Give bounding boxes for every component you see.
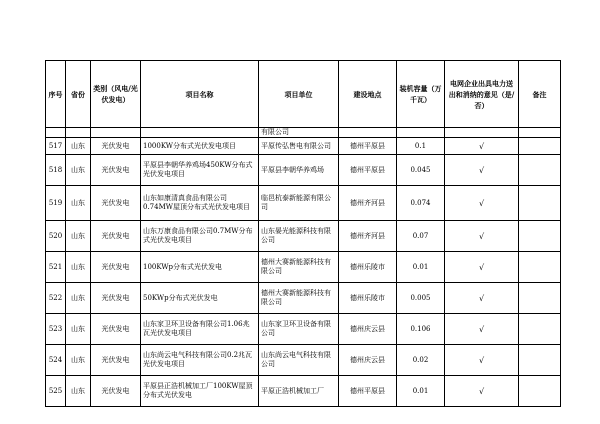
cell-remark: [519, 345, 561, 376]
cell-capacity: 0.106: [397, 314, 445, 345]
cell-province: 山东: [66, 283, 91, 314]
cell-province: 山东: [66, 186, 91, 221]
cell-location: 德州平原县: [339, 155, 397, 186]
header-capacity: 装机容量（万千瓦）: [397, 61, 445, 128]
cell-grid-opinion: √: [445, 138, 519, 155]
header-remarks: 备注: [519, 61, 561, 128]
cell-location: 德州庆云县: [339, 314, 397, 345]
cell-category: 光伏发电: [91, 221, 141, 252]
cell-remark: [519, 283, 561, 314]
cell-seq: 524: [46, 345, 66, 376]
header-location: 建设地点: [339, 61, 397, 128]
cell-category: 光伏发电: [91, 283, 141, 314]
cell-seq: 520: [46, 221, 66, 252]
cell-category: 光伏发电: [91, 186, 141, 221]
cell-location: 德州乐陵市: [339, 283, 397, 314]
cell-category: 光伏发电: [91, 376, 141, 407]
cell-category: 光伏发电: [91, 138, 141, 155]
cell-category: 光伏发电: [91, 314, 141, 345]
cell-grid-opinion: √: [445, 155, 519, 186]
continuation-unit: 有限公司: [259, 128, 339, 138]
document-page: [45, 60, 561, 407]
cell-grid-opinion: √: [445, 283, 519, 314]
cell-province: 山东: [66, 252, 91, 283]
cell-location: 德州乐陵市: [339, 252, 397, 283]
cell-remark: [519, 252, 561, 283]
cell-project-unit: 平原正浩机械加工厂: [259, 376, 339, 407]
cell-grid-opinion: √: [445, 314, 519, 345]
cell-capacity: 0.02: [397, 345, 445, 376]
cell-province: 山东: [66, 345, 91, 376]
cell-grid-opinion: √: [445, 376, 519, 407]
header-seq: 序号: [46, 61, 66, 128]
cell-grid-opinion: √: [445, 252, 519, 283]
cell-remark: [519, 186, 561, 221]
cell-grid-opinion: √: [445, 345, 519, 376]
cell-seq: 517: [46, 138, 66, 155]
cell-seq: 519: [46, 186, 66, 221]
cell-capacity: 0.1: [397, 138, 445, 155]
cell-seq: 522: [46, 283, 66, 314]
cell-province: 山东: [66, 138, 91, 155]
header-project-name: 项目名称: [141, 61, 259, 128]
cell-capacity: 0.045: [397, 155, 445, 186]
table-row: [46, 138, 561, 155]
header-province: 省份: [66, 61, 91, 128]
cell-province: 山东: [66, 155, 91, 186]
cell-seq: 523: [46, 314, 66, 345]
cell-seq: 518: [46, 155, 66, 186]
cell-grid-opinion: √: [445, 221, 519, 252]
cell-project-unit: 临邑杭泰新能源有限公司: [259, 186, 339, 221]
cell-province: 山东: [66, 376, 91, 407]
project-table: [45, 60, 561, 407]
table-row: [46, 314, 561, 345]
cell-remark: [519, 221, 561, 252]
cell-project-name: 平原县李朝华养鸡场450KW分布式光伏发电项目: [141, 155, 259, 186]
cell-remark: [519, 376, 561, 407]
table-row: [46, 376, 561, 407]
cell-project-name: 山东家卫环卫设备有限公司1.06兆瓦光伏发电项目: [141, 314, 259, 345]
header-grid-opinion: 电网企业出具电力送出和消纳的意见（是/否）: [445, 61, 519, 128]
table-row: [46, 155, 561, 186]
header-category: 类别（风电/光伏发电）: [91, 61, 141, 128]
cell-project-name: 山东万康食品有限公司0.7MW分布式光伏发电项目: [141, 221, 259, 252]
cell-remark: [519, 314, 561, 345]
cell-grid-opinion: √: [445, 186, 519, 221]
cell-seq: 525: [46, 376, 66, 407]
header-project-unit: 项目单位: [259, 61, 339, 128]
cell-project-name: 平原县正浩机械加工厂100KW屋顶分布式光伏发电: [141, 376, 259, 407]
cell-location: 德州平原县: [339, 376, 397, 407]
cell-location: 德州平原县: [339, 138, 397, 155]
cell-project-unit: 山东晏光能源科技有限公司: [259, 221, 339, 252]
header-row: [46, 61, 561, 128]
cell-category: 光伏发电: [91, 252, 141, 283]
continuation-row: [46, 128, 561, 138]
cell-project-unit: 德州大赛新能源科技有限公司: [259, 283, 339, 314]
cell-project-unit: 平原县李朝华养鸡场: [259, 155, 339, 186]
cell-capacity: 0.074: [397, 186, 445, 221]
cell-province: 山东: [66, 314, 91, 345]
cell-project-unit: 平原传弘售电有限公司: [259, 138, 339, 155]
cell-remark: [519, 138, 561, 155]
table-row: [46, 345, 561, 376]
cell-project-unit: 德州大赛新能源科技有限公司: [259, 252, 339, 283]
cell-category: 光伏发电: [91, 345, 141, 376]
cell-capacity: 0.01: [397, 252, 445, 283]
cell-province: 山东: [66, 221, 91, 252]
cell-remark: [519, 155, 561, 186]
cell-capacity: 0.01: [397, 376, 445, 407]
table-row: [46, 252, 561, 283]
cell-project-unit: 山东尚云电气科技有限公司: [259, 345, 339, 376]
cell-project-name: 山东尚云电气科技有限公司0.2兆瓦光伏发电项目: [141, 345, 259, 376]
cell-seq: 521: [46, 252, 66, 283]
table-row: [46, 186, 561, 221]
cell-capacity: 0.07: [397, 221, 445, 252]
cell-project-name: 50KWp分布式光伏发电: [141, 283, 259, 314]
cell-project-unit: 山东家卫环卫设备有限公司: [259, 314, 339, 345]
cell-capacity: 0.005: [397, 283, 445, 314]
cell-project-name: 山东如康清真食品有限公司0.74MW屋顶分布式光伏发电项目: [141, 186, 259, 221]
cell-location: 德州齐河县: [339, 186, 397, 221]
table-row: [46, 221, 561, 252]
table-row: [46, 283, 561, 314]
cell-location: 德州庆云县: [339, 345, 397, 376]
cell-project-name: 100KWp分布式光伏发电: [141, 252, 259, 283]
cell-project-name: 1000KW分布式光伏发电项目: [141, 138, 259, 155]
cell-location: 德州齐河县: [339, 221, 397, 252]
cell-category: 光伏发电: [91, 155, 141, 186]
